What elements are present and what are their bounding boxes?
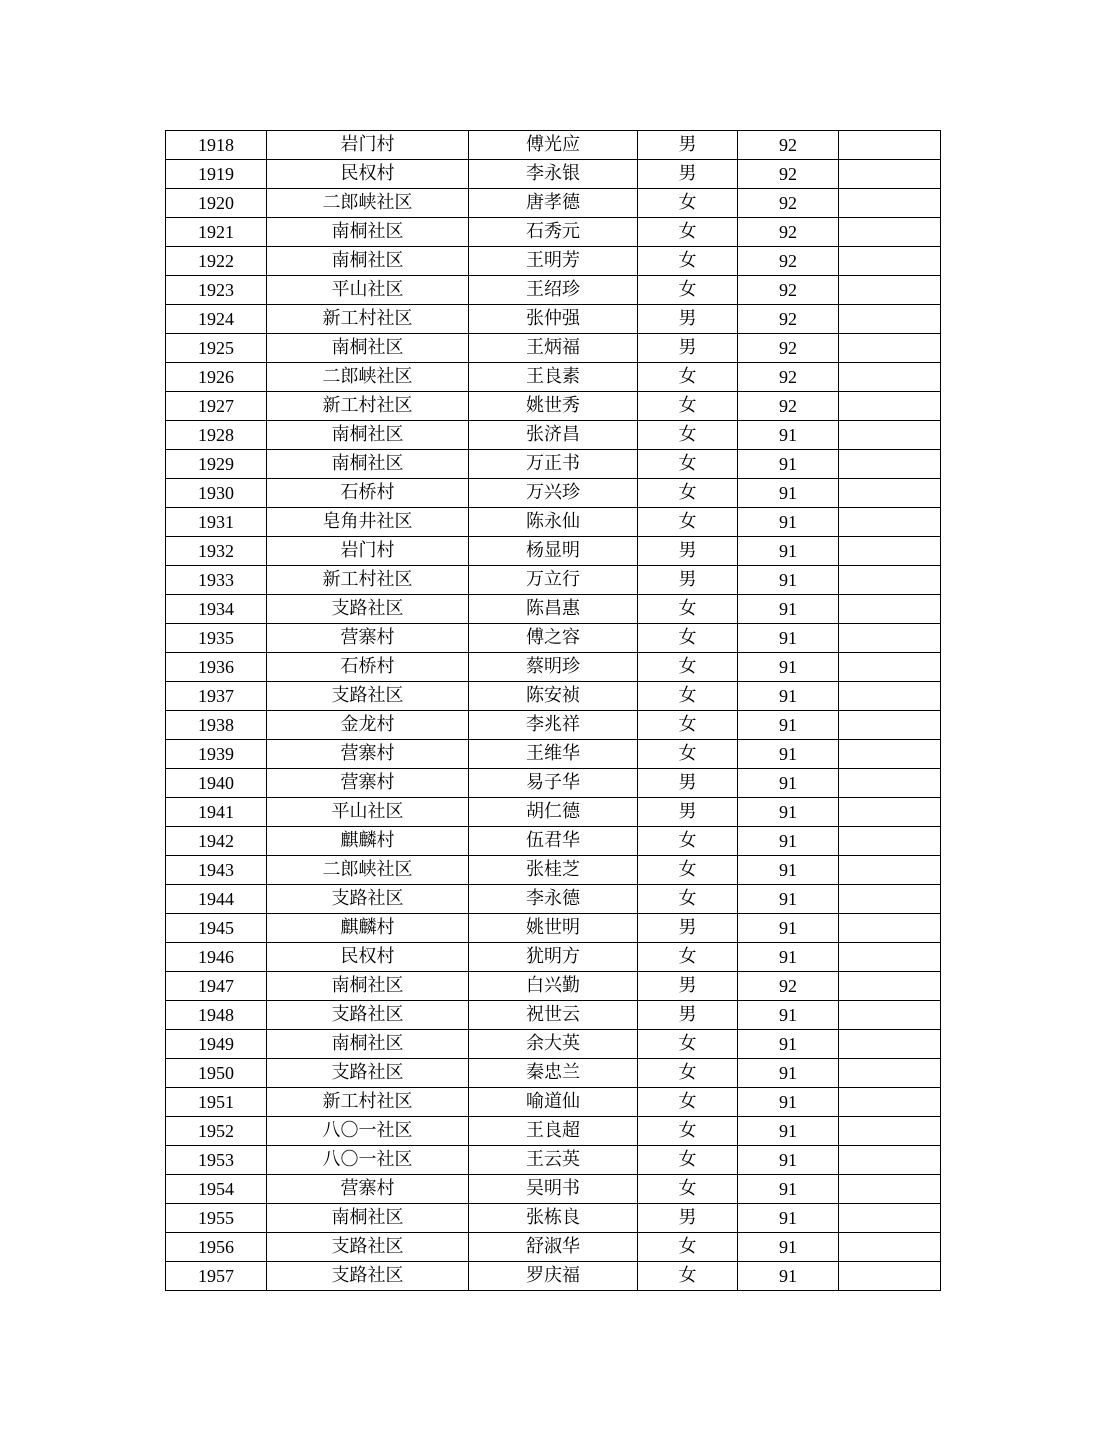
note-cell [839,566,941,595]
note-cell [839,1204,941,1233]
table-row [166,856,941,885]
note-cell [839,1262,941,1291]
table-row [166,276,941,305]
table-row [166,1059,941,1088]
note-cell [839,334,941,363]
note-cell [839,1175,941,1204]
person-name-cell: 陈安祯 [469,682,638,711]
community-cell: 麒麟村 [267,914,469,943]
serial-number-cell: 1935 [166,624,267,653]
serial-number-cell: 1927 [166,392,267,421]
person-name-cell: 祝世云 [469,1001,638,1030]
age-cell: 91 [738,1204,839,1233]
community-cell: 岩门村 [267,131,469,160]
note-cell [839,450,941,479]
age-cell: 91 [738,682,839,711]
community-cell: 支路社区 [267,595,469,624]
community-cell: 新工村社区 [267,1088,469,1117]
gender-cell: 女 [638,218,738,247]
table-row [166,131,941,160]
person-name-cell: 王明芳 [469,247,638,276]
person-name-cell: 傅光应 [469,131,638,160]
community-cell: 新工村社区 [267,305,469,334]
gender-cell: 女 [638,392,738,421]
table-row [166,1117,941,1146]
community-cell: 支路社区 [267,1001,469,1030]
gender-cell: 男 [638,914,738,943]
age-cell: 91 [738,1175,839,1204]
gender-cell: 女 [638,1059,738,1088]
serial-number-cell: 1950 [166,1059,267,1088]
community-cell: 南桐社区 [267,421,469,450]
serial-number-cell: 1954 [166,1175,267,1204]
community-cell: 平山社区 [267,798,469,827]
table-row [166,566,941,595]
age-cell: 91 [738,537,839,566]
serial-number-cell: 1943 [166,856,267,885]
age-cell: 91 [738,1001,839,1030]
gender-cell: 女 [638,740,738,769]
table-row [166,1001,941,1030]
age-cell: 91 [738,798,839,827]
gender-cell: 女 [638,653,738,682]
person-name-cell: 姚世秀 [469,392,638,421]
community-cell: 支路社区 [267,682,469,711]
age-cell: 91 [738,1146,839,1175]
age-cell: 91 [738,624,839,653]
age-cell: 91 [738,595,839,624]
person-name-cell: 秦忠兰 [469,1059,638,1088]
table-row [166,740,941,769]
table-row [166,595,941,624]
person-name-cell: 王云英 [469,1146,638,1175]
person-name-cell: 王炳福 [469,334,638,363]
age-cell: 92 [738,392,839,421]
age-cell: 91 [738,885,839,914]
age-cell: 92 [738,334,839,363]
note-cell [839,218,941,247]
gender-cell: 女 [638,363,738,392]
serial-number-cell: 1931 [166,508,267,537]
community-cell: 皂角井社区 [267,508,469,537]
age-cell: 91 [738,1030,839,1059]
age-cell: 91 [738,508,839,537]
serial-number-cell: 1942 [166,827,267,856]
community-cell: 八〇一社区 [267,1117,469,1146]
community-cell: 民权村 [267,943,469,972]
community-cell: 新工村社区 [267,392,469,421]
person-name-cell: 杨显明 [469,537,638,566]
community-cell: 支路社区 [267,1233,469,1262]
note-cell [839,189,941,218]
person-name-cell: 李永银 [469,160,638,189]
serial-number-cell: 1956 [166,1233,267,1262]
serial-number-cell: 1918 [166,131,267,160]
note-cell [839,1001,941,1030]
table-row [166,769,941,798]
note-cell [839,624,941,653]
age-cell: 92 [738,131,839,160]
gender-cell: 男 [638,537,738,566]
person-name-cell: 舒淑华 [469,1233,638,1262]
person-name-cell: 王良超 [469,1117,638,1146]
gender-cell: 女 [638,1175,738,1204]
table-row [166,827,941,856]
community-cell: 南桐社区 [267,1030,469,1059]
age-cell: 91 [738,740,839,769]
serial-number-cell: 1940 [166,769,267,798]
serial-number-cell: 1922 [166,247,267,276]
person-name-cell: 张济昌 [469,421,638,450]
community-cell: 南桐社区 [267,218,469,247]
age-cell: 91 [738,827,839,856]
gender-cell: 男 [638,160,738,189]
gender-cell: 女 [638,624,738,653]
serial-number-cell: 1936 [166,653,267,682]
person-name-cell: 王绍珍 [469,276,638,305]
serial-number-cell: 1930 [166,479,267,508]
age-cell: 91 [738,1233,839,1262]
serial-number-cell: 1951 [166,1088,267,1117]
community-cell: 二郎峡社区 [267,189,469,218]
serial-number-cell: 1926 [166,363,267,392]
community-cell: 石桥村 [267,479,469,508]
community-cell: 二郎峡社区 [267,363,469,392]
person-name-cell: 犹明方 [469,943,638,972]
note-cell [839,914,941,943]
age-cell: 91 [738,421,839,450]
note-cell [839,276,941,305]
note-cell [839,972,941,1001]
gender-cell: 女 [638,421,738,450]
note-cell [839,1059,941,1088]
gender-cell: 女 [638,1262,738,1291]
age-cell: 91 [738,943,839,972]
serial-number-cell: 1957 [166,1262,267,1291]
gender-cell: 男 [638,334,738,363]
community-cell: 新工村社区 [267,566,469,595]
table-row [166,450,941,479]
serial-number-cell: 1924 [166,305,267,334]
age-cell: 91 [738,1059,839,1088]
note-cell [839,827,941,856]
note-cell [839,508,941,537]
note-cell [839,1030,941,1059]
age-cell: 91 [738,479,839,508]
serial-number-cell: 1947 [166,972,267,1001]
note-cell [839,1146,941,1175]
serial-number-cell: 1938 [166,711,267,740]
table-row [166,479,941,508]
gender-cell: 女 [638,595,738,624]
table-row [166,334,941,363]
note-cell [839,537,941,566]
serial-number-cell: 1919 [166,160,267,189]
table-row [166,1146,941,1175]
community-cell: 南桐社区 [267,334,469,363]
table-row [166,798,941,827]
age-cell: 91 [738,769,839,798]
gender-cell: 女 [638,1146,738,1175]
note-cell [839,856,941,885]
gender-cell: 女 [638,276,738,305]
person-name-cell: 余大英 [469,1030,638,1059]
gender-cell: 男 [638,798,738,827]
serial-number-cell: 1953 [166,1146,267,1175]
age-cell: 92 [738,247,839,276]
gender-cell: 女 [638,1117,738,1146]
serial-number-cell: 1932 [166,537,267,566]
serial-number-cell: 1928 [166,421,267,450]
community-cell: 南桐社区 [267,247,469,276]
table-row [166,508,941,537]
person-name-cell: 胡仁德 [469,798,638,827]
age-cell: 91 [738,914,839,943]
table-row [166,189,941,218]
serial-number-cell: 1920 [166,189,267,218]
person-name-cell: 万立行 [469,566,638,595]
community-cell: 南桐社区 [267,1204,469,1233]
table-row [166,711,941,740]
note-cell [839,595,941,624]
person-name-cell: 易子华 [469,769,638,798]
gender-cell: 女 [638,856,738,885]
table-row [166,682,941,711]
age-cell: 92 [738,160,839,189]
gender-cell: 男 [638,131,738,160]
serial-number-cell: 1939 [166,740,267,769]
table-row [166,914,941,943]
serial-number-cell: 1933 [166,566,267,595]
person-name-cell: 罗庆福 [469,1262,638,1291]
table-row [166,624,941,653]
table-row [166,1175,941,1204]
person-name-cell: 伍君华 [469,827,638,856]
elderly-register-table [165,130,941,1291]
serial-number-cell: 1941 [166,798,267,827]
table-row [166,305,941,334]
person-name-cell: 张桂芝 [469,856,638,885]
community-cell: 民权村 [267,160,469,189]
person-name-cell: 姚世明 [469,914,638,943]
note-cell [839,305,941,334]
note-cell [839,160,941,189]
table-row [166,247,941,276]
gender-cell: 女 [638,189,738,218]
gender-cell: 女 [638,827,738,856]
note-cell [839,131,941,160]
table-row [166,537,941,566]
community-cell: 金龙村 [267,711,469,740]
community-cell: 南桐社区 [267,972,469,1001]
age-cell: 91 [738,856,839,885]
person-name-cell: 李兆祥 [469,711,638,740]
community-cell: 二郎峡社区 [267,856,469,885]
table-row [166,943,941,972]
table-row [166,160,941,189]
age-cell: 91 [738,1262,839,1291]
community-cell: 营寨村 [267,624,469,653]
table-row [166,363,941,392]
note-cell [839,1117,941,1146]
gender-cell: 女 [638,508,738,537]
serial-number-cell: 1923 [166,276,267,305]
note-cell [839,798,941,827]
gender-cell: 女 [638,247,738,276]
gender-cell: 男 [638,1001,738,1030]
serial-number-cell: 1937 [166,682,267,711]
person-name-cell: 傅之容 [469,624,638,653]
note-cell [839,1088,941,1117]
note-cell [839,711,941,740]
note-cell [839,682,941,711]
table-row [166,653,941,682]
note-cell [839,653,941,682]
gender-cell: 男 [638,1204,738,1233]
person-name-cell: 张仲强 [469,305,638,334]
gender-cell: 女 [638,885,738,914]
note-cell [839,479,941,508]
community-cell: 平山社区 [267,276,469,305]
table-row [166,1030,941,1059]
note-cell [839,740,941,769]
person-name-cell: 王良素 [469,363,638,392]
community-cell: 支路社区 [267,885,469,914]
person-name-cell: 吴明书 [469,1175,638,1204]
person-name-cell: 白兴勤 [469,972,638,1001]
person-name-cell: 陈昌惠 [469,595,638,624]
person-name-cell: 万兴珍 [469,479,638,508]
person-name-cell: 蔡明珍 [469,653,638,682]
age-cell: 91 [738,711,839,740]
gender-cell: 女 [638,943,738,972]
table-row [166,421,941,450]
age-cell: 91 [738,653,839,682]
serial-number-cell: 1934 [166,595,267,624]
gender-cell: 女 [638,450,738,479]
community-cell: 石桥村 [267,653,469,682]
serial-number-cell: 1949 [166,1030,267,1059]
gender-cell: 女 [638,479,738,508]
gender-cell: 男 [638,972,738,1001]
age-cell: 92 [738,276,839,305]
gender-cell: 女 [638,682,738,711]
serial-number-cell: 1921 [166,218,267,247]
age-cell: 91 [738,1088,839,1117]
person-name-cell: 张栋良 [469,1204,638,1233]
age-cell: 92 [738,305,839,334]
age-cell: 92 [738,218,839,247]
community-cell: 麒麟村 [267,827,469,856]
table-row [166,885,941,914]
person-name-cell: 李永德 [469,885,638,914]
person-name-cell: 陈永仙 [469,508,638,537]
person-name-cell: 石秀元 [469,218,638,247]
community-cell: 支路社区 [267,1262,469,1291]
gender-cell: 女 [638,1030,738,1059]
person-name-cell: 喻道仙 [469,1088,638,1117]
person-name-cell: 唐孝德 [469,189,638,218]
table-row [166,218,941,247]
serial-number-cell: 1945 [166,914,267,943]
serial-number-cell: 1929 [166,450,267,479]
serial-number-cell: 1944 [166,885,267,914]
serial-number-cell: 1955 [166,1204,267,1233]
community-cell: 支路社区 [267,1059,469,1088]
age-cell: 92 [738,189,839,218]
serial-number-cell: 1948 [166,1001,267,1030]
community-cell: 营寨村 [267,769,469,798]
gender-cell: 女 [638,711,738,740]
age-cell: 91 [738,1117,839,1146]
gender-cell: 女 [638,1088,738,1117]
age-cell: 92 [738,363,839,392]
note-cell [839,769,941,798]
person-name-cell: 万正书 [469,450,638,479]
serial-number-cell: 1925 [166,334,267,363]
note-cell [839,363,941,392]
age-cell: 92 [738,972,839,1001]
community-cell: 营寨村 [267,740,469,769]
note-cell [839,247,941,276]
gender-cell: 男 [638,305,738,334]
community-cell: 八〇一社区 [267,1146,469,1175]
note-cell [839,421,941,450]
community-cell: 营寨村 [267,1175,469,1204]
community-cell: 南桐社区 [267,450,469,479]
table-row [166,392,941,421]
serial-number-cell: 1952 [166,1117,267,1146]
gender-cell: 男 [638,769,738,798]
age-cell: 91 [738,566,839,595]
table-row [166,972,941,1001]
note-cell [839,885,941,914]
gender-cell: 女 [638,1233,738,1262]
age-cell: 91 [738,450,839,479]
gender-cell: 男 [638,566,738,595]
table-row [166,1204,941,1233]
table-row [166,1088,941,1117]
table-row [166,1233,941,1262]
table-body [166,131,941,1291]
note-cell [839,1233,941,1262]
serial-number-cell: 1946 [166,943,267,972]
table-row [166,1262,941,1291]
person-name-cell: 王维华 [469,740,638,769]
note-cell [839,943,941,972]
community-cell: 岩门村 [267,537,469,566]
note-cell [839,392,941,421]
